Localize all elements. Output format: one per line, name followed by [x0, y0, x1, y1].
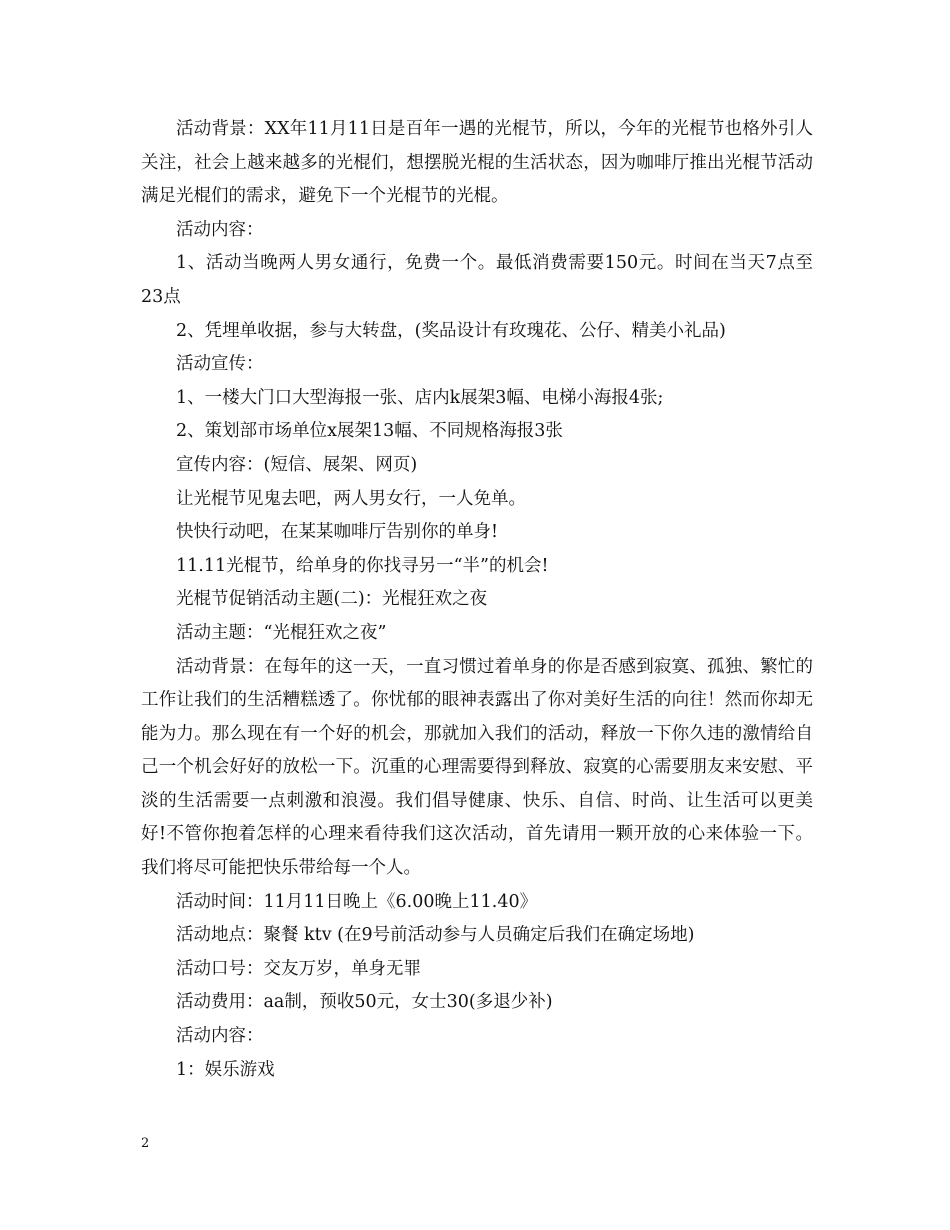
paragraph: 让光棍节见鬼去吧，两人男女行，一人免单。 [176, 488, 526, 509]
paragraph: 1、一楼大门口大型海报一张、店内k展架3幅、电梯小海报4张; [176, 387, 664, 408]
paragraph: 活动背景：在每年的这一天，一直习惯过着单身的你是否感到寂寞、孤独、繁忙的工作让我们的生活糟糕透了。你忧郁的眼神表露出了你对美好生活的向往！然而你却无能为力。那么现在有一个好的机会，那就加入我们的活动，释放一下你久违的激情给自己一个机会好好的放松一下。沉重的心理需要得到释放、寂寞的心需要朋友来安慰、平淡的生活需要一点刺激和浪漫。我们倡导健康、快乐、自信、时尚、让生活可以更美好!不管你抱着怎样的心理来看待我们这次活动，首先请用一颗开放的心来体验一下。我们将尽可能把快乐带给每一个人。 [141, 656, 813, 879]
paragraph: 1：娱乐游戏 [176, 1059, 275, 1080]
paragraph: 活动内容： [176, 1026, 264, 1047]
paragraph: 快快行动吧，在某某咖啡厅告别你的单身! [176, 522, 499, 543]
paragraph: 活动时间：11月11日晚上《6.00晚上11.40》 [176, 891, 538, 912]
paragraph: 活动背景：XX年11月11日是百年一遇的光棍节，所以，今年的光棍节也格外引人关注，社会上越来越多的光棍们，想摆脱光棍的生活状态，因为咖啡厅推出光棍节活动满足光棍们的需求，避免下一个光棍节的光棍。 [141, 119, 813, 207]
document-body [141, 113, 813, 1087]
paragraph: 宣传内容：(短信、展架、网页) [176, 454, 418, 475]
paragraph: 1、活动当晚两人男女通行，免费一个。最低消费需要150元。时间在当天7点至23点 [141, 253, 813, 307]
paragraph: 活动宣传： [176, 354, 264, 375]
paragraph: 活动费用：aa制，预收50元，女士30(多退少补) [176, 992, 553, 1013]
paragraph: 活动口号：交友万岁，单身无罪 [176, 958, 421, 979]
paragraph: 活动主题：“光棍狂欢之夜” [176, 622, 387, 643]
paragraph: 活动地点：聚餐 ktv (在9号前活动参与人员确定后我们在确定场地) [176, 925, 695, 946]
paragraph: 活动内容： [176, 219, 264, 240]
page-number: 2 [141, 1136, 150, 1151]
paragraph: 11.11光棍节，给单身的你找寻另一“半”的机会! [176, 555, 549, 576]
paragraph: 2、凭埋单收据，参与大转盘，(奖品设计有玫瑰花、公仔、精美小礼品) [176, 320, 726, 341]
section-heading: 光棍节促销活动主题(二)：光棍狂欢之夜 [176, 589, 488, 610]
paragraph: 2、策划部市场单位x展架13幅、不同规格海报3张 [176, 421, 563, 442]
